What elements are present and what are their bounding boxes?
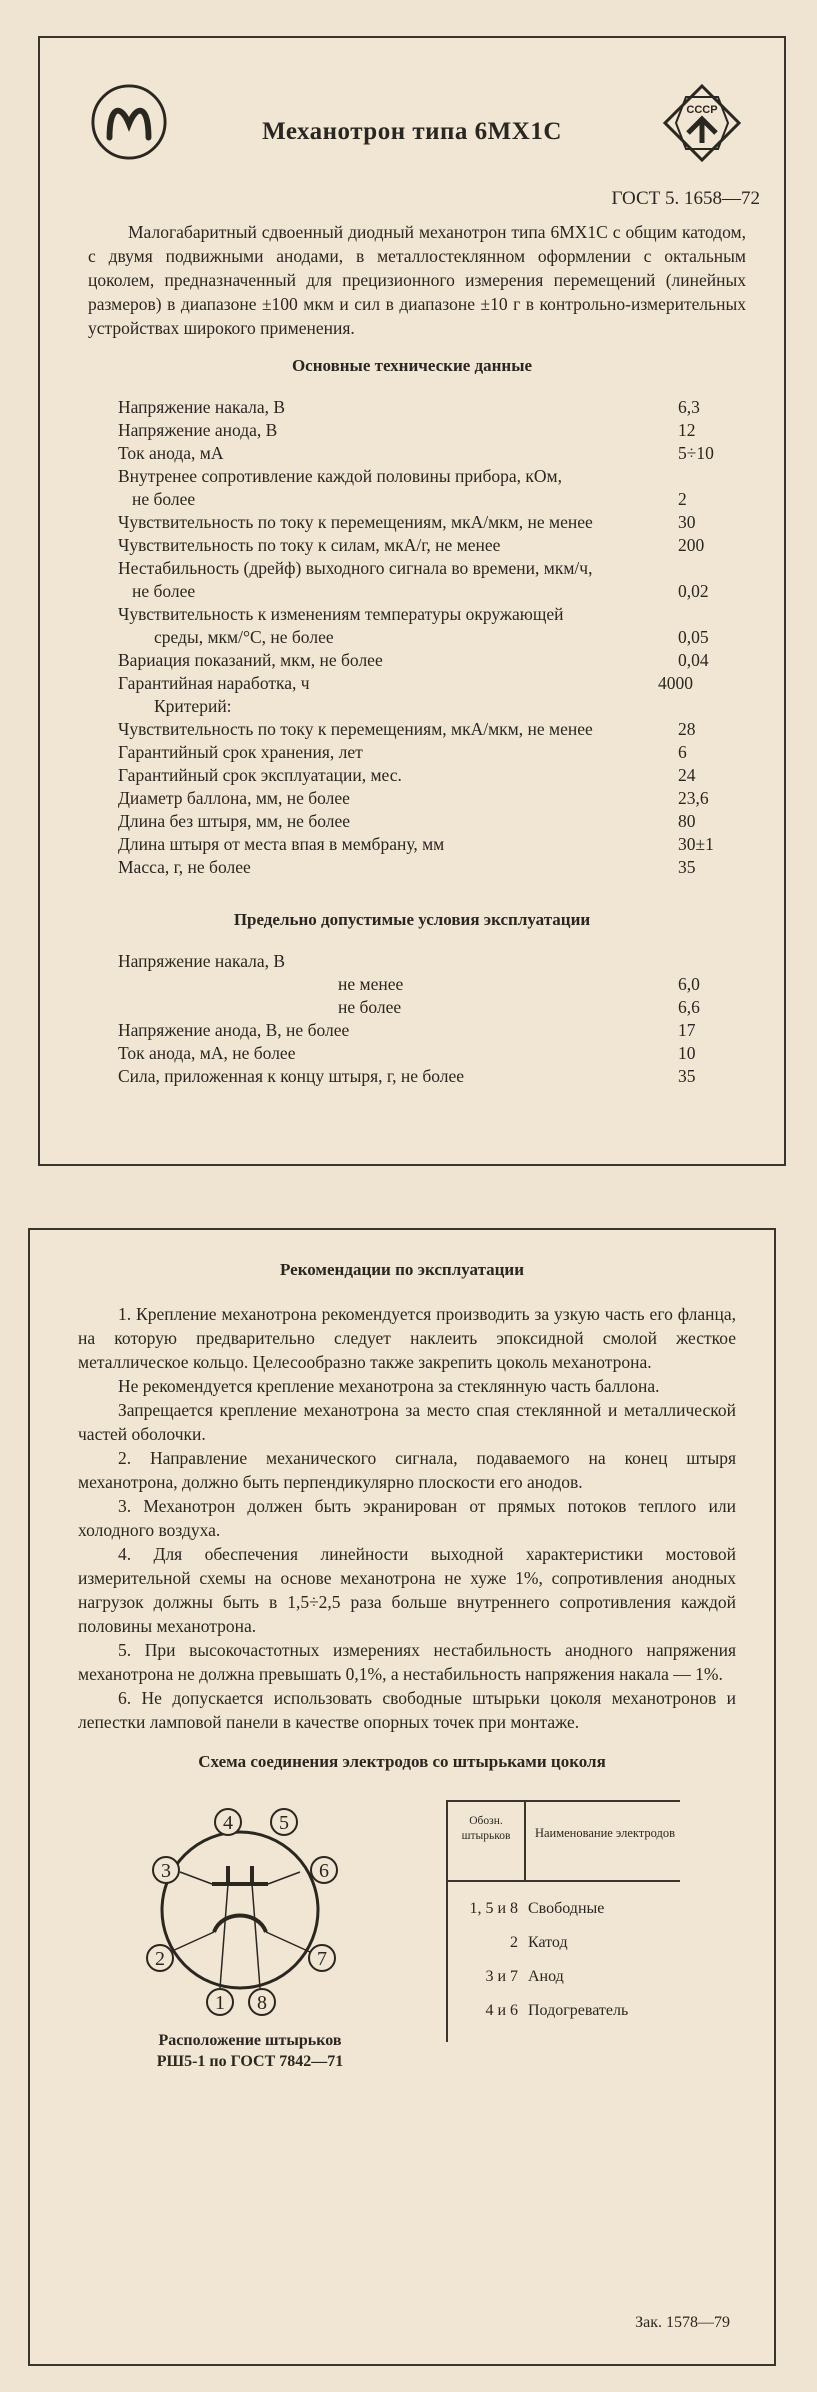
table-row: 1, 5 и 8 Свободные (469, 1900, 605, 1917)
datasheet-page-1 (38, 36, 786, 1166)
schema-heading: Схема соединения электродов со штырьками цоколя (198, 1752, 606, 1771)
limits-heading: Предельно допустимые условия эксплуатации (233, 910, 591, 929)
recommendation-paragraph: 2. Направление механического сигнала, подаваемого на конец штыря механотрона, должно быть перпендикулярно плоскости его анодов. (78, 1448, 736, 1492)
limit-row: Напряжение накала, В (118, 951, 286, 971)
table-header-name: Наименование электродов (534, 1826, 676, 1840)
logo-text: СССР (686, 104, 718, 116)
limits-list (118, 950, 748, 1088)
table-row: 3 и 7 Анод (485, 1968, 564, 1985)
recommendation-paragraph: 4. Для обеспечения линейности выходной характеристики мостовой измерительной схемы на основе механотрона не хуже 1%, сопротивления анодных нагрузок должны быть в 1,5÷2,5 раза больше внутреннего сопротивления каждой половины механотрона. (78, 1544, 736, 1636)
spec-row: Внутренее сопротивление каждой половины прибора, кОм, (118, 466, 562, 486)
recommendation-paragraph: Запрещается крепление механотрона за место спая стеклянной и металлической частей оболочки. (78, 1400, 736, 1444)
spec-row: Гарантийная наработка, ч 4000 (118, 673, 693, 693)
recommendations-text (78, 1302, 736, 1734)
spec-row: Ток анода, мА 5÷10 (118, 443, 714, 463)
spec-row: Чувствительность по току к перемещениям, мкА/мкм, не менее 30 (118, 512, 696, 532)
recommendation-paragraph: Не рекомендуется крепление механотрона за стеклянную часть баллона. (118, 1376, 660, 1396)
document-title: Механотрон типа 6МХ1С (262, 118, 562, 145)
spec-row: Чувствительность по току к перемещениям, мкА/мкм, не менее 28 (118, 719, 696, 739)
spec-row: Гарантийный срок эксплуатации, мес. 24 (118, 765, 696, 785)
pin-label: 1 (215, 1992, 225, 2014)
pin-label: 4 (223, 1812, 233, 1834)
pin-caption-line: РШ5-1 по ГОСТ 7842—71 (156, 2053, 344, 2070)
recommendations-heading: Рекомендации по эксплуатации (279, 1260, 525, 1279)
limit-row: Сила, приложенная к концу штыря, г, не более 35 (118, 1066, 696, 1086)
order-number: Зак. 1578—79 (635, 2314, 730, 2331)
spec-row: Длина штыря от места впая в мембрану, мм 30±1 (118, 834, 714, 854)
datasheet-page-2 (28, 1228, 776, 2366)
spec-row: не более 2 (132, 489, 687, 509)
pin-caption-line: Расположение штырьков (158, 2032, 342, 2049)
limit-row: Напряжение анода, В, не более 17 (118, 1020, 696, 1040)
table-row: 4 и 6 Подогреватель (485, 2002, 629, 2019)
pin-label: 8 (257, 1992, 267, 2014)
specs-list (118, 396, 748, 879)
recommendation-paragraph: 1. Крепление механотрона рекомендуется производить за узкую часть его фланца, на которую предварительно следует наклеить эпоксидной смолой жесткое металлическое кольцо. Целесообразно также закрепить цоколь механотрона. (78, 1304, 736, 1372)
electrode-table (446, 1800, 680, 2042)
pin-label: 5 (279, 1812, 289, 1834)
table-header-code: Обозн. штырьков (461, 1815, 511, 1842)
spec-row: Напряжение накала, В 6,3 (118, 397, 700, 417)
spec-row: Нестабильность (дрейф) выходного сигнала во времени, мкм/ч, (118, 558, 593, 578)
spec-row: Масса, г, не более 35 (118, 857, 696, 877)
spec-row: не более 0,02 (132, 581, 709, 601)
pin-label: 3 (161, 1860, 171, 1882)
pin-layout-caption (90, 2030, 410, 2072)
spec-row: Напряжение анода, В 12 (118, 420, 696, 440)
spec-row: Критерий: (154, 696, 232, 716)
pin-label: 2 (155, 1948, 165, 1970)
recommendation-paragraph: 3. Механотрон должен быть экранирован от прямых потоков теплого или холодного воздуха. (78, 1496, 736, 1540)
table-divider (524, 1802, 526, 1880)
recommendation-paragraph: 6. Не допускается использовать свободные штырьки цоколя механотронов и лепестки ламповой панели в качестве опорных точек при монтаже. (78, 1688, 736, 1732)
specs-heading: Основные технические данные (291, 356, 533, 375)
state-quality-mark-icon (662, 83, 742, 163)
intro-paragraph: Малогабаритный сдвоенный диодный механотрон типа 6МХ1С с общим катодом, с двумя подвижными анодами, в металлостеклянном оформлении с октальным цоколем, предназначенный для прецизионного измерения перемещений (линейных размеров) в диапазоне ±100 мкм и сил в диапазоне ±10 г в контрольно-измерительных устройствах широкого применения. (88, 222, 746, 338)
pin-label: 6 (319, 1860, 329, 1882)
spec-row: Вариация показаний, мкм, не более 0,04 (118, 650, 709, 670)
spec-row: Гарантийный срок хранения, лет 6 (118, 742, 687, 762)
limit-row: не более 6,6 (338, 997, 700, 1017)
table-row: 2 Катод (510, 1934, 568, 1951)
spec-row: Длина без штыря, мм, не более 80 (118, 811, 696, 831)
gost-number: ГОСТ 5. 1658—72 (611, 188, 760, 209)
spec-row: Чувствительность к изменениям температуры окружающей (118, 604, 564, 624)
pin-label: 7 (317, 1948, 327, 1970)
table-divider (448, 1880, 680, 1882)
limit-row: не менее 6,0 (338, 974, 700, 994)
spec-row: Чувствительность по току к силам, мкА/г, не менее 200 (118, 535, 705, 555)
spec-row: среды, мкм/°С, не более 0,05 (154, 627, 709, 647)
pin-layout-diagram (110, 1792, 370, 2022)
spec-row: Диаметр баллона, мм, не более 23,6 (118, 788, 709, 808)
recommendation-paragraph: 5. При высокочастотных измерениях нестабильность анодного напряжения механотрона не должна превышать 0,1%, а нестабильность напряжения накала — 1%. (78, 1640, 736, 1684)
limit-row: Ток анода, мА, не более 10 (118, 1043, 696, 1063)
